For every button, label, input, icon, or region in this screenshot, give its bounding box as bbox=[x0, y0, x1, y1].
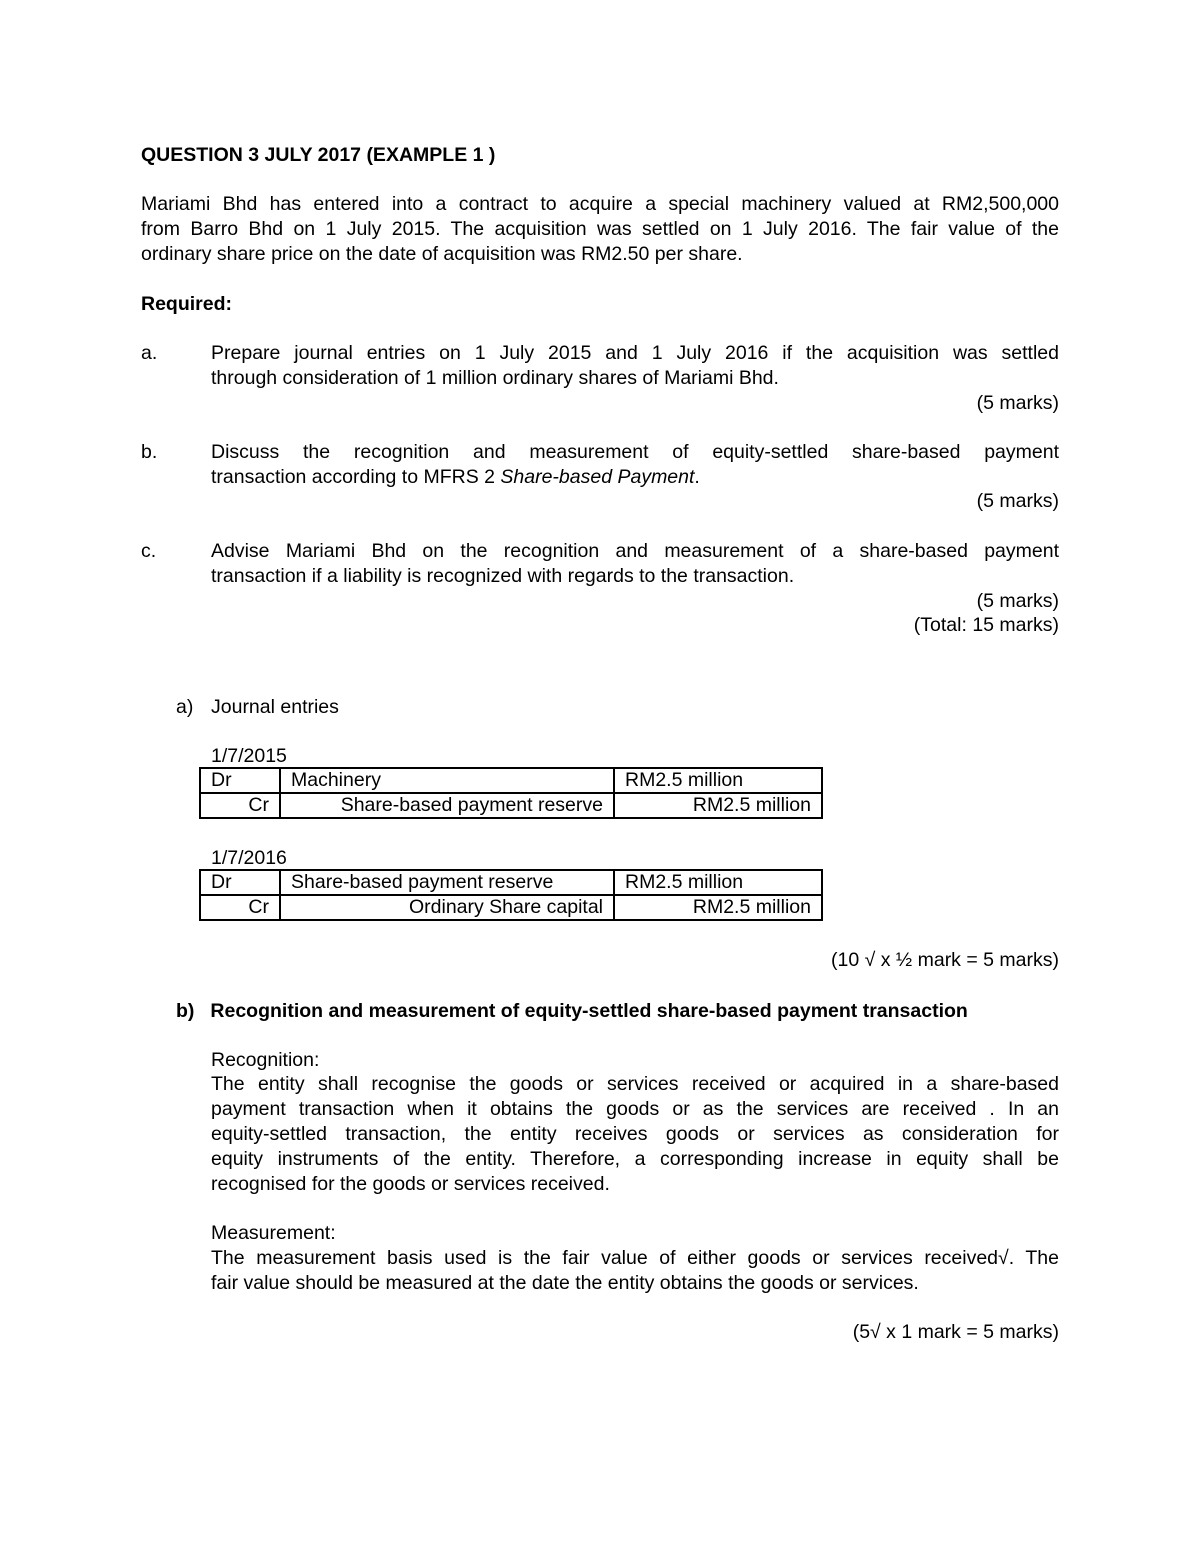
item-b-text bbox=[211, 440, 1059, 490]
recognition-label: Recognition: bbox=[211, 1049, 320, 1071]
answer-a-heading: Journal entries bbox=[211, 696, 339, 718]
entry-date: 1/7/2016 bbox=[211, 847, 287, 869]
item-a-marks: (5 marks) bbox=[976, 392, 1059, 414]
question-intro bbox=[141, 192, 1059, 267]
paragraph-line: equity-settled transaction, the entity receives goods or services as consideration for bbox=[211, 1123, 1059, 1145]
item-c-line: transaction if a liability is recognized with regards to the transaction. bbox=[211, 565, 795, 587]
answer-b-letter: b) bbox=[176, 1000, 195, 1022]
table-cell: Cr bbox=[200, 793, 280, 818]
recognition-paragraph bbox=[211, 1072, 1059, 1197]
item-c-letter: c. bbox=[141, 540, 157, 562]
entry-date: 1/7/2015 bbox=[211, 745, 287, 767]
paragraph-line: equity instruments of the entity. Therefore, a corresponding increase in equity shall be bbox=[211, 1148, 1059, 1170]
table-cell: Ordinary Share capital bbox=[280, 895, 614, 920]
table-cell: Share-based payment reserve bbox=[280, 793, 614, 818]
question-title: QUESTION 3 JULY 2017 (EXAMPLE 1 ) bbox=[141, 144, 496, 166]
table-row bbox=[200, 870, 822, 895]
item-c-marks: (5 marks) bbox=[976, 590, 1059, 612]
item-b-letter: b. bbox=[141, 441, 158, 463]
item-b-line: Discuss the recognition and measurement of equity-settled share-based payment bbox=[211, 441, 1059, 463]
item-b-line-text: transaction according to MFRS 2 bbox=[211, 466, 501, 488]
table-cell: RM2.5 million bbox=[614, 793, 822, 818]
item-a-letter: a. bbox=[141, 342, 158, 364]
table-cell: Cr bbox=[200, 895, 280, 920]
measurement-paragraph bbox=[211, 1246, 1059, 1296]
paragraph-line: The measurement basis used is the fair value of either goods or services received√. The bbox=[211, 1247, 1059, 1269]
item-b-line-end: . bbox=[694, 466, 700, 488]
table-row bbox=[200, 895, 822, 920]
paragraph-line: recognised for the goods or services received. bbox=[211, 1173, 610, 1195]
measurement-label: Measurement: bbox=[211, 1222, 336, 1244]
journal-entry-table bbox=[199, 869, 823, 921]
table-cell: Share-based payment reserve bbox=[280, 870, 614, 895]
item-a-line: through consideration of 1 million ordinary shares of Mariami Bhd. bbox=[211, 367, 779, 389]
item-b-standard-title: Share-based Payment bbox=[500, 466, 695, 488]
intro-line: ordinary share price on the date of acquisition was RM2.50 per share. bbox=[141, 243, 743, 265]
paragraph-line: The entity shall recognise the goods or services received or acquired in a share-based bbox=[211, 1073, 1059, 1095]
item-c-line: Advise Mariami Bhd on the recognition and measurement of a share-based payment bbox=[211, 540, 1059, 562]
table-row bbox=[200, 768, 822, 793]
table-cell: Dr bbox=[200, 768, 280, 793]
paragraph-line: fair value should be measured at the date the entity obtains the goods or services. bbox=[211, 1272, 919, 1294]
paragraph-line: payment transaction when it obtains the goods or as the services are received . In an bbox=[211, 1098, 1059, 1120]
table-cell: Dr bbox=[200, 870, 280, 895]
table-cell: RM2.5 million bbox=[614, 768, 822, 793]
item-b-marks: (5 marks) bbox=[976, 490, 1059, 512]
intro-line: from Barro Bhd on 1 July 2015. The acquisition was settled on 1 July 2016. The fair value of the bbox=[141, 218, 1059, 240]
table-row bbox=[200, 793, 822, 818]
answer-a-marks: (10 √ x ½ mark = 5 marks) bbox=[831, 949, 1059, 971]
item-c-text bbox=[211, 539, 1059, 589]
answer-b-marks: (5√ x 1 mark = 5 marks) bbox=[852, 1321, 1059, 1343]
table-cell: Machinery bbox=[280, 768, 614, 793]
answer-b-heading bbox=[176, 999, 968, 1024]
intro-line: Mariami Bhd has entered into a contract to acquire a special machinery valued at RM2,500,000 bbox=[141, 193, 1059, 215]
table-cell: RM2.5 million bbox=[614, 870, 822, 895]
table-cell: RM2.5 million bbox=[614, 895, 822, 920]
journal-entry-table bbox=[199, 767, 823, 819]
answer-a-letter: a) bbox=[176, 696, 194, 718]
item-b-line bbox=[211, 465, 1059, 490]
item-a-line: Prepare journal entries on 1 July 2015 and 1 July 2016 if the acquisition was settled bbox=[211, 342, 1059, 364]
item-a-text bbox=[211, 341, 1059, 391]
total-marks: (Total: 15 marks) bbox=[913, 614, 1059, 636]
answer-b-heading-text: Recognition and measurement of equity-settled share-based payment transaction bbox=[210, 1000, 968, 1022]
required-heading: Required: bbox=[141, 293, 233, 315]
